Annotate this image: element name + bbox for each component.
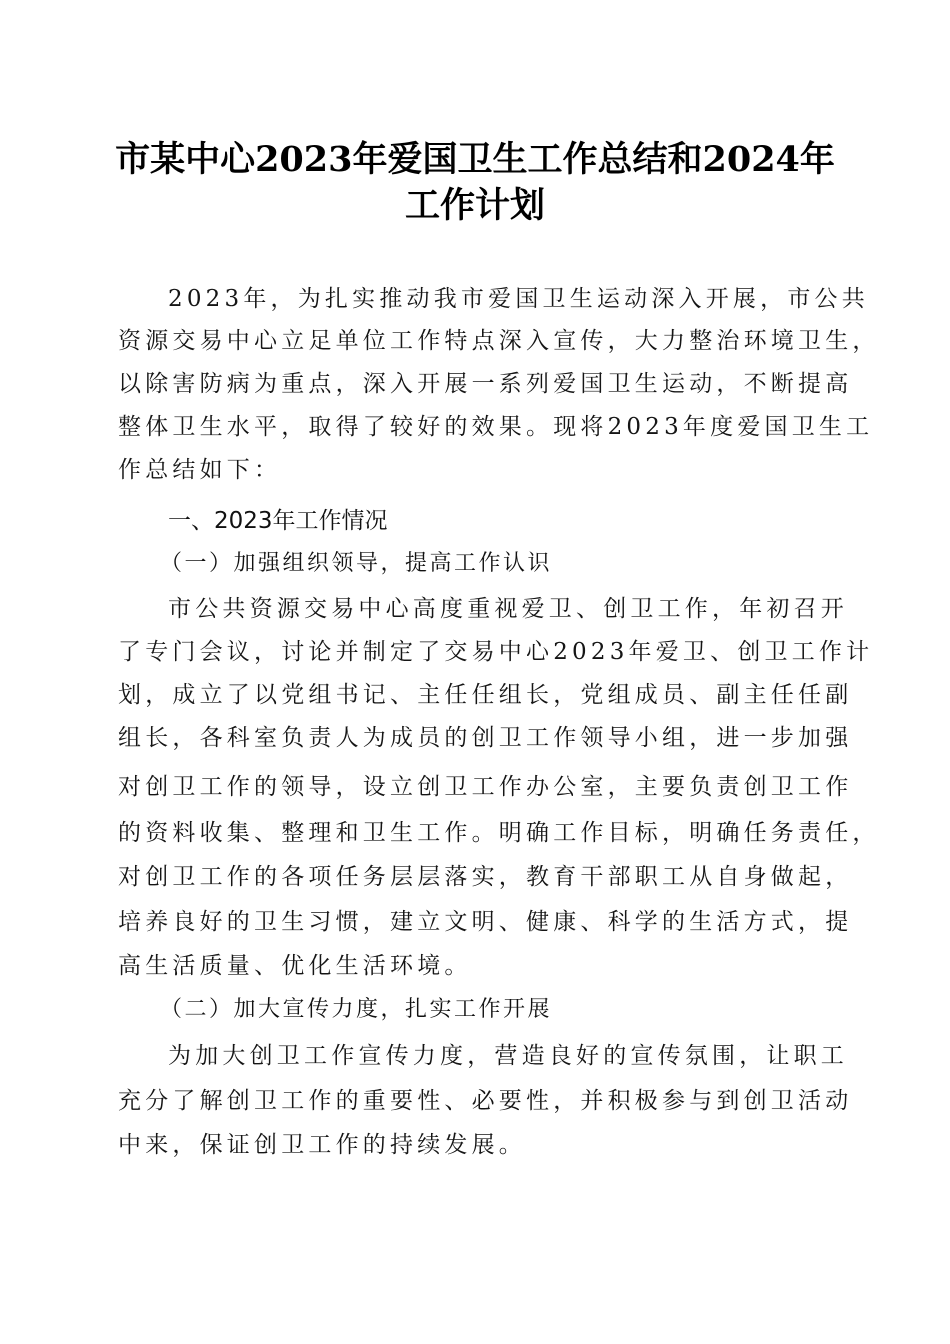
subsection-2-paragraph-line: 为加大创卫工作宣传力度，营造良好的宣传氛围，让职工 <box>168 1043 848 1069</box>
subsection-2-paragraph-line: 充分了解创卫工作的重要性、必要性，并积极参与到创卫活动 <box>118 1088 853 1114</box>
subsection-1-heading: （一）加强组织领导，提高工作认识 <box>160 551 553 576</box>
intro-paragraph-line: 整体卫生水平，取得了较好的效果。现将2023年度爱国卫生工 <box>118 414 874 440</box>
subsection-1-paragraph-line: 划，成立了以党组书记、主任任组长，党组成员、副主任任副 <box>118 682 853 708</box>
document-title-line-1: 市某中心2023年爱国卫生工作总结和2024年 <box>115 139 835 180</box>
subsection-2-heading: （二）加大宣传力度，扎实工作开展 <box>160 997 553 1022</box>
subsection-1-paragraph-line: 市公共资源交易中心高度重视爱卫、创卫工作，年初召开 <box>168 596 848 622</box>
intro-paragraph-line: 以除害防病为重点，深入开展一系列爱国卫生运动，不断提高 <box>118 371 853 397</box>
intro-paragraph-line: 2023年，为扎实推动我市爱国卫生运动深入开展，市公共 <box>168 286 869 312</box>
subsection-1-paragraph-line: 培养良好的卫生习惯，建立文明、健康、科学的生活方式，提 <box>118 909 853 935</box>
subsection-1-paragraph-line: 对创卫工作的领导，设立创卫工作办公室，主要负责创卫工作 <box>118 774 853 800</box>
subsection-1-paragraph-line: 高生活质量、优化生活环境。 <box>118 953 472 979</box>
subsection-1-paragraph-line: 了专门会议，讨论并制定了交易中心2023年爱卫、创卫工作计 <box>118 639 874 665</box>
intro-paragraph-line: 资源交易中心立足单位工作特点深入宣传，大力整治环境卫生， <box>118 328 880 354</box>
subsection-2-paragraph-line: 中来，保证创卫工作的持续发展。 <box>118 1132 526 1158</box>
intro-paragraph-line: 作总结如下： <box>118 457 282 483</box>
subsection-1-paragraph-line: 的资料收集、整理和卫生工作。明确工作目标，明确任务责任， <box>118 820 880 846</box>
section-1-heading: 一、2023年工作情况 <box>168 508 388 534</box>
subsection-1-paragraph-line: 对创卫工作的各项任务层层落实，教育干部职工从自身做起， <box>118 864 853 890</box>
document-title-line-2: 工作计划 <box>404 185 545 226</box>
subsection-1-paragraph-line: 组长，各科室负责人为成员的创卫工作领导小组，进一步加强 <box>118 725 853 751</box>
